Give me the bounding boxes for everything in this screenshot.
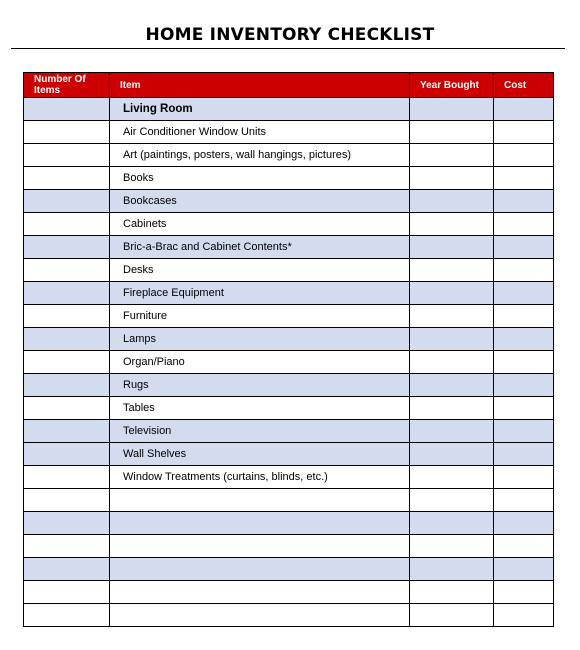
cost-cell bbox=[494, 213, 554, 236]
item-cell bbox=[110, 236, 410, 259]
cost-cell bbox=[494, 397, 554, 420]
number-of-items-cell bbox=[24, 213, 110, 236]
year-bought-cell bbox=[410, 512, 494, 535]
item-label: Art (paintings, posters, wall hangings, pictures) bbox=[123, 149, 352, 161]
cost-cell bbox=[494, 604, 554, 627]
number-of-items-cell bbox=[24, 144, 110, 167]
cost-cell bbox=[494, 374, 554, 397]
year-bought-cell bbox=[410, 466, 494, 489]
cost-cell bbox=[494, 144, 554, 167]
table-header-row bbox=[24, 73, 554, 98]
cost-cell bbox=[494, 420, 554, 443]
column-header-number-of-items bbox=[24, 73, 110, 98]
cost-cell bbox=[494, 305, 554, 328]
cost-cell bbox=[494, 282, 554, 305]
column-header-label: Item bbox=[120, 79, 141, 91]
year-bought-cell bbox=[410, 98, 494, 121]
item-cell bbox=[110, 121, 410, 144]
table-row bbox=[24, 144, 554, 167]
item-cell bbox=[110, 443, 410, 466]
cost-cell bbox=[494, 558, 554, 581]
year-bought-cell bbox=[410, 167, 494, 190]
table-row bbox=[24, 213, 554, 236]
number-of-items-cell bbox=[24, 98, 110, 121]
item-cell bbox=[110, 167, 410, 190]
item-label: Wall Shelves bbox=[123, 448, 187, 460]
year-bought-cell bbox=[410, 190, 494, 213]
item-cell bbox=[110, 420, 410, 443]
year-bought-cell bbox=[410, 535, 494, 558]
column-header-label: Cost bbox=[504, 79, 527, 91]
year-bought-cell bbox=[410, 121, 494, 144]
table-row bbox=[24, 581, 554, 604]
item-cell bbox=[110, 213, 410, 236]
item-cell bbox=[110, 98, 410, 121]
table-row bbox=[24, 420, 554, 443]
item-cell bbox=[110, 397, 410, 420]
number-of-items-cell bbox=[24, 190, 110, 213]
item-cell bbox=[110, 374, 410, 397]
item-label: Lamps bbox=[123, 333, 157, 345]
number-of-items-cell bbox=[24, 259, 110, 282]
item-cell bbox=[110, 535, 410, 558]
item-cell bbox=[110, 144, 410, 167]
number-of-items-cell bbox=[24, 374, 110, 397]
section-label: Living Room bbox=[123, 103, 193, 115]
inventory-table bbox=[23, 72, 554, 627]
cost-cell bbox=[494, 351, 554, 374]
year-bought-cell bbox=[410, 489, 494, 512]
table-row bbox=[24, 535, 554, 558]
item-label: Window Treatments (curtains, blinds, etc.) bbox=[123, 471, 328, 483]
year-bought-cell bbox=[410, 604, 494, 627]
number-of-items-cell bbox=[24, 604, 110, 627]
cost-cell bbox=[494, 489, 554, 512]
table-row bbox=[24, 236, 554, 259]
item-cell bbox=[110, 190, 410, 213]
cost-cell bbox=[494, 98, 554, 121]
table-row bbox=[24, 466, 554, 489]
year-bought-cell bbox=[410, 282, 494, 305]
item-label: Rugs bbox=[123, 379, 149, 391]
item-cell bbox=[110, 282, 410, 305]
table-body bbox=[24, 98, 554, 627]
table-row bbox=[24, 328, 554, 351]
section-header-row bbox=[24, 98, 554, 121]
item-cell bbox=[110, 305, 410, 328]
table-row bbox=[24, 374, 554, 397]
year-bought-cell bbox=[410, 328, 494, 351]
year-bought-cell bbox=[410, 213, 494, 236]
item-cell bbox=[110, 558, 410, 581]
column-header-label: Number Of Items bbox=[34, 74, 86, 96]
number-of-items-cell bbox=[24, 558, 110, 581]
number-of-items-cell bbox=[24, 443, 110, 466]
table-row bbox=[24, 259, 554, 282]
cost-cell bbox=[494, 236, 554, 259]
year-bought-cell bbox=[410, 443, 494, 466]
year-bought-cell bbox=[410, 259, 494, 282]
year-bought-cell bbox=[410, 374, 494, 397]
number-of-items-cell bbox=[24, 397, 110, 420]
table-row bbox=[24, 604, 554, 627]
column-header-item bbox=[110, 73, 410, 98]
number-of-items-cell bbox=[24, 535, 110, 558]
table-row bbox=[24, 282, 554, 305]
cost-cell bbox=[494, 466, 554, 489]
number-of-items-cell bbox=[24, 581, 110, 604]
cost-cell bbox=[494, 443, 554, 466]
number-of-items-cell bbox=[24, 305, 110, 328]
column-header-year-bought bbox=[410, 73, 494, 98]
cost-cell bbox=[494, 121, 554, 144]
table-row bbox=[24, 351, 554, 374]
number-of-items-cell bbox=[24, 466, 110, 489]
number-of-items-cell bbox=[24, 420, 110, 443]
cost-cell bbox=[494, 167, 554, 190]
cost-cell bbox=[494, 328, 554, 351]
item-cell bbox=[110, 604, 410, 627]
item-label: Air Conditioner Window Units bbox=[123, 126, 267, 138]
table-row bbox=[24, 167, 554, 190]
item-label: Cabinets bbox=[123, 218, 167, 230]
item-cell bbox=[110, 466, 410, 489]
table-row bbox=[24, 558, 554, 581]
item-label: Fireplace Equipment bbox=[123, 287, 224, 299]
item-label: Books bbox=[123, 172, 154, 184]
year-bought-cell bbox=[410, 236, 494, 259]
table-row bbox=[24, 397, 554, 420]
cost-cell bbox=[494, 190, 554, 213]
table-row bbox=[24, 121, 554, 144]
table-row bbox=[24, 489, 554, 512]
column-header-cost bbox=[494, 73, 554, 98]
title-divider bbox=[11, 48, 565, 49]
number-of-items-cell bbox=[24, 328, 110, 351]
cost-cell bbox=[494, 512, 554, 535]
item-cell bbox=[110, 259, 410, 282]
item-label: Tables bbox=[123, 402, 155, 414]
number-of-items-cell bbox=[24, 282, 110, 305]
item-cell bbox=[110, 489, 410, 512]
year-bought-cell bbox=[410, 305, 494, 328]
year-bought-cell bbox=[410, 397, 494, 420]
item-cell bbox=[110, 328, 410, 351]
number-of-items-cell bbox=[24, 167, 110, 190]
item-label: Bric-a-Brac and Cabinet Contents* bbox=[123, 241, 292, 253]
item-label: Television bbox=[123, 425, 172, 437]
item-cell bbox=[110, 512, 410, 535]
number-of-items-cell bbox=[24, 489, 110, 512]
year-bought-cell bbox=[410, 420, 494, 443]
year-bought-cell bbox=[410, 351, 494, 374]
item-cell bbox=[110, 351, 410, 374]
year-bought-cell bbox=[410, 581, 494, 604]
cost-cell bbox=[494, 259, 554, 282]
cost-cell bbox=[494, 535, 554, 558]
number-of-items-cell bbox=[24, 121, 110, 144]
table-row bbox=[24, 305, 554, 328]
table-row bbox=[24, 190, 554, 213]
table-row bbox=[24, 512, 554, 535]
cost-cell bbox=[494, 581, 554, 604]
table-row bbox=[24, 443, 554, 466]
item-label: Organ/Piano bbox=[123, 356, 185, 368]
number-of-items-cell bbox=[24, 512, 110, 535]
item-label: Bookcases bbox=[123, 195, 177, 207]
item-label: Furniture bbox=[123, 310, 168, 322]
year-bought-cell bbox=[410, 144, 494, 167]
item-label: Desks bbox=[123, 264, 154, 276]
column-header-label: Year Bought bbox=[420, 79, 479, 91]
number-of-items-cell bbox=[24, 236, 110, 259]
year-bought-cell bbox=[410, 558, 494, 581]
number-of-items-cell bbox=[24, 351, 110, 374]
item-cell bbox=[110, 581, 410, 604]
page-title: HOME INVENTORY CHECKLIST bbox=[145, 25, 435, 45]
